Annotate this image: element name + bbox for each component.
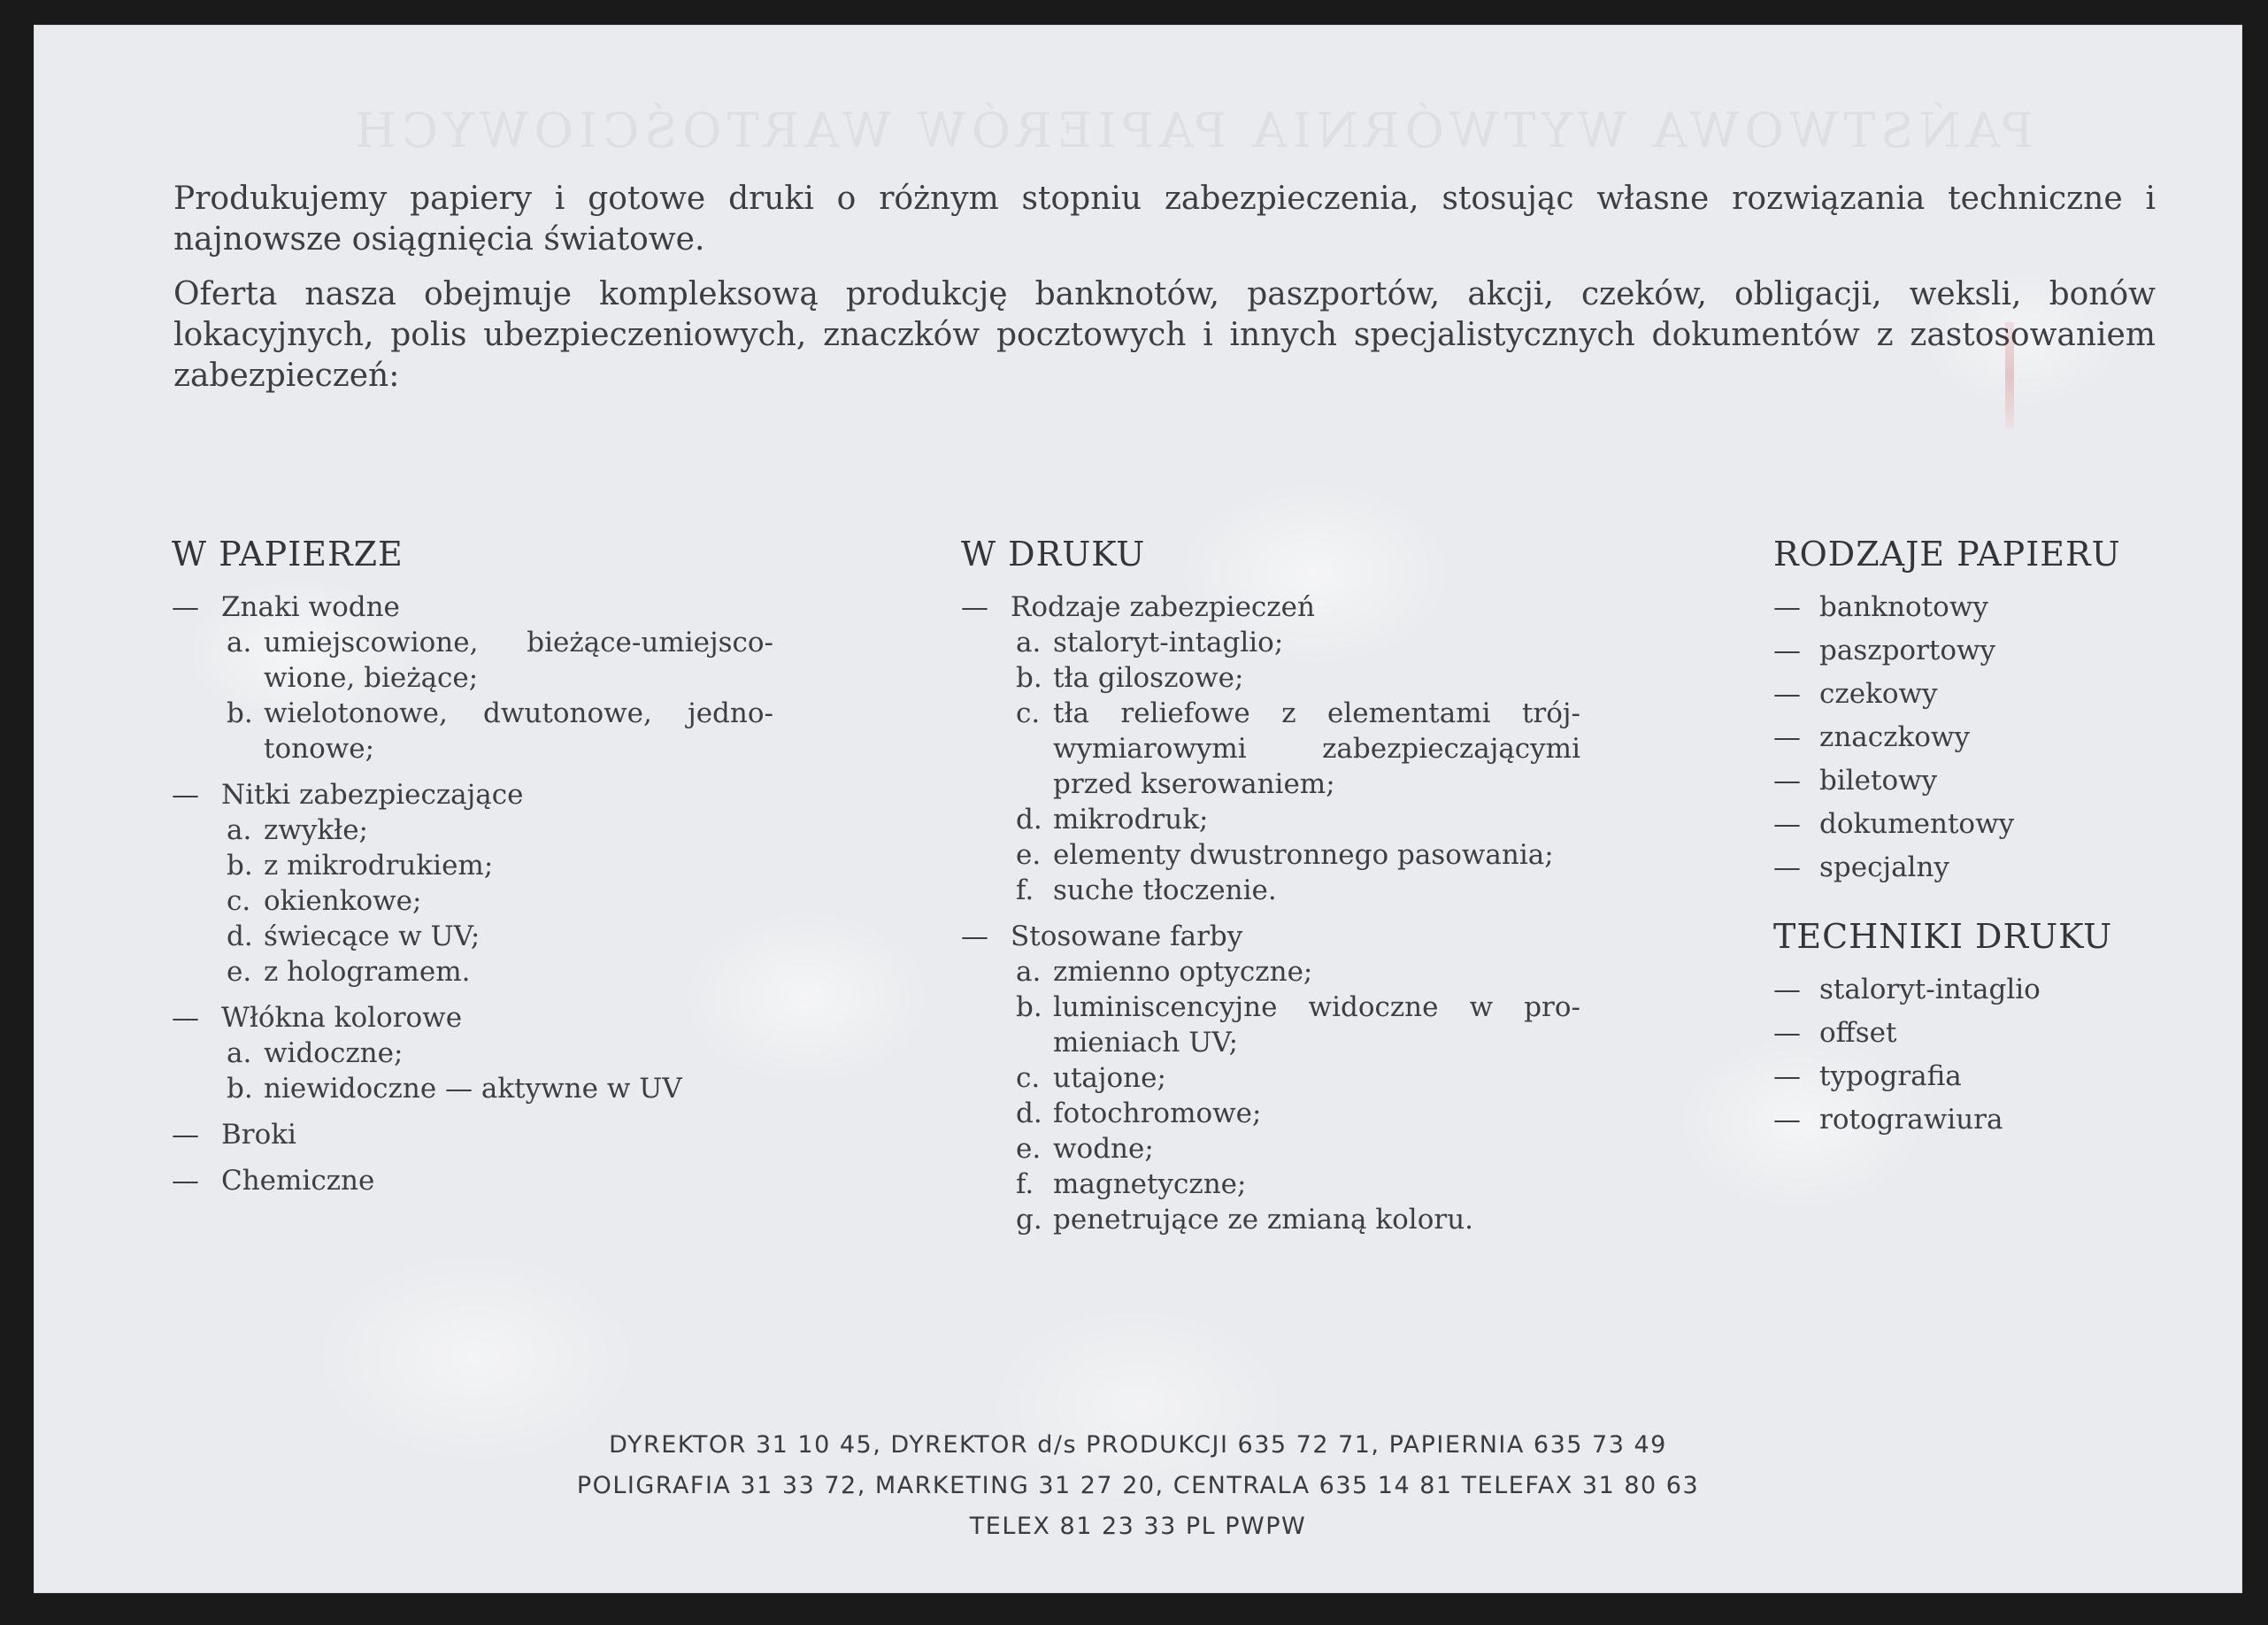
- list-item: d. świecące w UV;: [227, 920, 481, 952]
- group-chemical: — Chemiczne: [172, 1165, 375, 1197]
- group-heading: Nitki zabezpieczające: [221, 779, 524, 811]
- list-item: d. fotochromowe;: [1016, 1097, 1262, 1129]
- list-item: a. widoczne;: [227, 1037, 404, 1069]
- group-heading: Włókna kolorowe: [221, 1002, 463, 1034]
- list-item: a. zmienno optyczne;: [1016, 956, 1313, 988]
- list-item: — typografia: [1773, 1060, 1962, 1092]
- list-item: e. elementy dwustronnego pasowania;: [1016, 839, 1554, 871]
- intro-paragraph-2: Oferta nasza obejmuje kompleksową produkcję banknotów, paszportów, akcji, czeków, obligacji, weksli, bonów lokacyjnych, polis ubezpieczeniowych, znaczków pocztowych i innych specjalistycznych dokumentów z zastosowaniem zabezpieczeń:: [173, 276, 2156, 394]
- footer-line-2: POLIGRAFIA 31 33 72, MARKETING 31 27 20, CENTRALA 635 14 81 TELEFAX 31 80 63: [576, 1472, 1700, 1499]
- contact-footer: [34, 1425, 2242, 1547]
- intro-paragraph-1: Produkujemy papiery i gotowe druki o różnym stopniu zabezpieczenia, stosując własne rozwiązania techniczne i najnowsze osiągnięcia światowe.: [173, 181, 2156, 258]
- list-item: g. penetrujące ze zmianą koloru.: [1016, 1204, 1474, 1236]
- column-title-print: W DRUKU: [961, 535, 1146, 574]
- footer-line-1: DYREKTOR 31 10 45, DYREKTOR d/s PRODUKCJI 635 72 71, PAPIERNIA 635 73 49: [609, 1431, 1667, 1459]
- column-paper-types: [1773, 536, 2127, 1145]
- list-item: f. magnetyczne;: [1016, 1168, 1247, 1200]
- list-item: — rotograwiura: [1773, 1104, 2003, 1136]
- intro-text: [173, 179, 2156, 411]
- list-item: — specjalny: [1773, 851, 1949, 883]
- group-security-types: — Rodzaje zabezpieczeń a. staloryt-intaglio; b. tła giloszowe; c. tła reliefowe z elementami trój-wymiarowymi zabezpieczającymi przed kserowaniem; d. mikrodruk; e. elementy dwustronnego pasowania; f. suche tłoczenie.: [961, 591, 1580, 906]
- list-item: a. zwykłe;: [227, 814, 369, 846]
- list-item: — czekowy: [1773, 678, 1938, 710]
- group-watermarks: — Znaki wodne a. umiejscowione, bieżące-umiejsco-wione, bieżące; b. wielotonowe, dwutonowe, jedno-tonowe;: [172, 591, 773, 765]
- list-item: — paszportowy: [1773, 635, 1996, 666]
- group-security-threads: — Nitki zabezpieczające a. zwykłe; b. z mikrodrukiem; c. okienkowe; d. świecące w UV; e. z hologramem.: [172, 777, 773, 990]
- list-item: a. staloryt-intaglio;: [1016, 627, 1284, 658]
- list-item: b. tła giloszowe;: [1016, 662, 1244, 694]
- group-heading: Znaki wodne: [221, 591, 400, 623]
- group-inks: — Stosowane farby a. zmienno optyczne; b. luminiscencyjne widoczne w pro-mieniach UV; c. utajone; d. fotochromowe; e. wodne; f. magnetyczne; g. penetrujące ze zmianą koloru.: [961, 920, 1580, 1236]
- watermark-header: PAŃSTWOWA WYTWÓRNIA PAPIERÓW WARTOŚCIOWYCH: [349, 103, 2034, 158]
- list-item: e. z hologramem.: [227, 956, 471, 988]
- group-heading: Broki: [221, 1119, 296, 1151]
- list-item: — znaczkowy: [1773, 721, 1970, 753]
- list-item: c. utajone;: [1016, 1062, 1166, 1094]
- list-item: c. tła reliefowe z elementami trój-wymiarowymi zabezpieczającymi przed kserowaniem;: [1016, 697, 1580, 800]
- list-item: d. mikrodruk;: [1016, 804, 1209, 836]
- list-item: — dokumentowy: [1773, 808, 2015, 840]
- list-item: b. z mikrodrukiem;: [227, 850, 494, 882]
- list-item: b. wielotonowe, dwutonowe, jedno-tonowe;: [227, 697, 773, 765]
- list-item: e. wodne;: [1016, 1133, 1154, 1165]
- column-title-paper-types: RODZAJE PAPIERU: [1773, 535, 2121, 574]
- footer-line-3: TELEX 81 23 33 PL PWPW: [969, 1513, 1307, 1540]
- list-item: f. suche tłoczenie.: [1016, 874, 1277, 906]
- column-paper-security: [172, 536, 773, 1209]
- group-heading: Rodzaje zabezpieczeń: [1011, 591, 1315, 623]
- list-item: a. umiejscowione, bieżące-umiejsco-wione, bieżące;: [227, 627, 773, 694]
- group-glitter: — Broki: [172, 1119, 296, 1151]
- group-colour-fibres: — Włókna kolorowe a. widoczne; b. niewidoczne — aktywne w UV: [172, 1000, 773, 1106]
- list-item: — staloryt-intaglio: [1773, 974, 2041, 1005]
- column-title-print-techniques: TECHNIKI DRUKU: [1773, 917, 2113, 956]
- list-item: — banknotowy: [1773, 591, 1988, 623]
- list-item: b. luminiscencyjne widoczne w pro-mieniach UV;: [1016, 991, 1580, 1059]
- list-item: — offset: [1773, 1017, 1897, 1049]
- column-title-paper: W PAPIERZE: [172, 535, 404, 574]
- list-item: — biletowy: [1773, 765, 1938, 797]
- group-heading: Chemiczne: [221, 1165, 375, 1197]
- list-item: b. niewidoczne — aktywne w UV: [227, 1073, 682, 1105]
- list-item: c. okienkowe;: [227, 885, 422, 917]
- group-heading: Stosowane farby: [1011, 920, 1243, 952]
- column-print-security: [961, 536, 1580, 1248]
- document-sheet: [34, 25, 2242, 1593]
